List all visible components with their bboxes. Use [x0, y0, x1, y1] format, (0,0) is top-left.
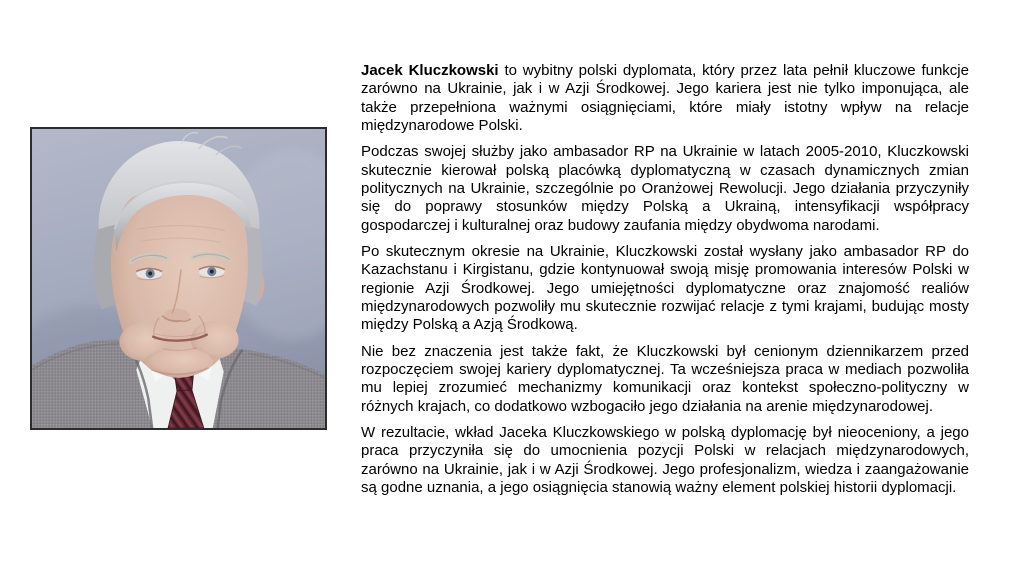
paragraph-summary: W rezultacie, wkład Jaceka Kluczkowskiego w polską dyplomację był nieoceniony, a jego praca przyczyniła się do umocnienia pozycji Polski w relacjach międzynarodowych, zarówno na Ukrainie, jak i w Azji Środkowej. Jego profesjonalizm, wiedza i zaangażowanie są godne uznania, a jego osiągnięcia stanowią ważny element polskiej historii dyplomacji.: [361, 424, 969, 496]
person-name: Jacek Kluczkowski: [361, 62, 499, 79]
paragraph-intro-text: to wybitny polski dyplomata, który przez lata pełnił kluczowe funkcje zarówno na Ukrainie, jak i w Azji Środkowej. Jego kariera jest nie tylko imponująca, ale także przepełniona ważnymi osiągnięciami, które miały istotny wpływ na relacje międzynarodowe Polski.: [361, 62, 969, 134]
paragraph-ukraine-service: Podczas swojej służby jako ambasador RP na Ukrainie w latach 2005-2010, Kluczkowski skutecznie kierował polską placówką dyplomatyczną w czasach dynamicznych zmian politycznych na Ukrainie, szczególnie po Oranżowej Rewolucji. Jego działania przyczyniły się do poprawy stosunków między Polską a Ukrainą, intensyfikacji współpracy gospodarczej i kulturalnej oraz budowy zaufania między obydwoma narodami.: [361, 143, 969, 234]
paragraph-central-asia: Po skutecznym okresie na Ukrainie, Kluczkowski został wysłany jako ambasador RP do Kazachstanu i Kirgistanu, gdzie kontynuował swoją misję promowania interesów Polski w regionie Azji Środkowej. Jego umiejętności dyplomatyczne oraz znajomość realiów międzynarodowych pozwoliły mu skutecznie rozwijać relacje z tymi krajami, budując mosty między Polską a Azją Środkową.: [361, 243, 969, 334]
portrait-illustration: [32, 129, 325, 428]
paragraph-journalism: Nie bez znaczenia jest także fakt, że Kluczkowski był cenionym dziennikarzem przed rozpoczęciem swojej kariery dyplomatycznej. Ta wcześniejsza praca w mediach pozwoliła mu lepiej zrozumieć mechanizmy komunikacji oraz kontekst społeczno-polityczny w różnych krajach, co dodatkowo wzbogaciło jego działania na arenie międzynarodowej.: [361, 342, 969, 415]
paragraph-intro: [361, 62, 969, 135]
portrait-photo: [30, 127, 327, 430]
biography-text: [361, 62, 969, 497]
